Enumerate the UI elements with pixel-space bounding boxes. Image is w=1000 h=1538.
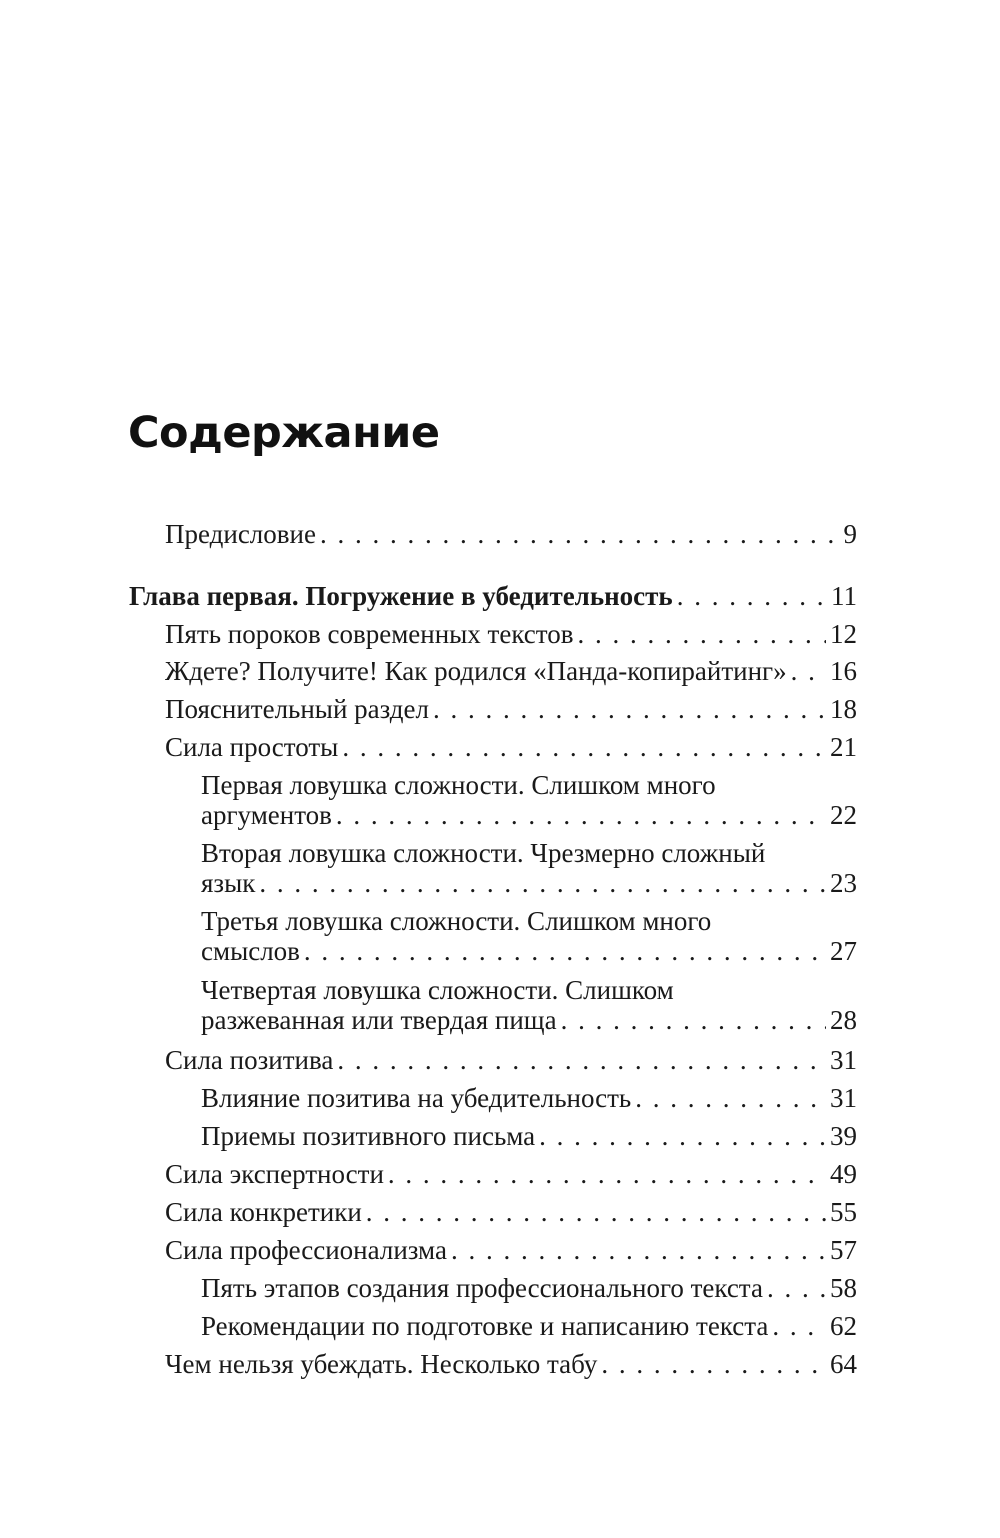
toc-entry[interactable] [165,618,857,650]
toc-entry-title-line1: Первая ловушка сложности. Слишком много [201,770,716,800]
toc-entry-page: 31 [830,1045,857,1075]
toc-entry-title: Приемы позитивного письма [201,1121,536,1151]
toc-entry-page: 55 [830,1197,857,1227]
toc-entry-page: 16 [830,656,857,686]
dot-leader [539,1120,826,1152]
dot-leader [336,799,826,831]
toc-entry-title: разжеванная или твердая пища [201,1005,557,1035]
dot-leader [561,1004,826,1036]
toc-entry-title: аргументов [201,800,332,830]
toc-entry-page: 57 [830,1235,857,1265]
toc-entry-title-line1: Вторая ловушка сложности. Чрезмерно сложный [201,838,766,868]
toc-entry-title: Пояснительный раздел [165,694,430,724]
dot-leader [337,1044,826,1076]
toc-entry-title: Сила позитива [165,1045,334,1075]
toc-entry-page: 58 [830,1273,857,1303]
toc-entry-preface[interactable] [165,518,857,550]
toc-entry[interactable] [165,1196,857,1228]
dot-leader [304,935,826,967]
toc-entry-page: 28 [830,1005,857,1035]
toc-entry-title: Ждете? Получите! Как родился «Панда-копирайтинг» [165,656,787,686]
toc-entry-page: 27 [830,936,857,966]
page-title: Содержание [128,408,440,458]
toc-entry-page: 62 [830,1311,857,1341]
dot-leader [366,1196,826,1228]
toc-entry-title-line1: Третья ловушка сложности. Слишком много [201,906,712,936]
toc-entry[interactable] [165,1348,857,1380]
toc-entry-title: Сила простоты [165,732,339,762]
toc-entry-page: 22 [830,800,857,830]
toc-entry-page: 64 [830,1349,857,1379]
dot-leader [791,655,826,687]
toc-entry[interactable] [165,1158,857,1190]
dot-leader [601,1348,826,1380]
toc-entry-title: Рекомендации по подготовке и написанию текста [201,1311,769,1341]
dot-leader [433,693,826,725]
toc-entry[interactable] [165,1234,857,1266]
toc-entry[interactable] [201,837,857,899]
toc-entry[interactable] [165,731,857,763]
toc-entry-title: Пять пороков современных текстов [165,619,574,649]
toc-entry-page: 49 [830,1159,857,1189]
toc-entry[interactable] [201,769,857,831]
dot-leader [451,1234,826,1266]
toc-entry[interactable] [165,655,857,687]
dot-leader [320,518,840,550]
toc-entry-page: 11 [831,581,857,611]
toc-entry[interactable] [201,1272,857,1304]
toc-entry-title: Чем нельзя убеждать. Несколько табу [165,1349,598,1379]
dot-leader [635,1082,826,1114]
dot-leader [772,1310,826,1342]
toc-entry-page: 21 [830,732,857,762]
toc-entry-page: 12 [830,619,857,649]
dot-leader [577,618,826,650]
toc-entry-title: язык [201,868,256,898]
toc-entry-title: Сила конкретики [165,1197,362,1227]
dot-leader [677,580,827,612]
toc-entry-title: Сила экспертности [165,1159,384,1189]
dot-leader [388,1158,826,1190]
toc-entry-page: 39 [830,1121,857,1151]
toc-entry[interactable] [201,974,857,1036]
toc-entry-page: 23 [830,868,857,898]
toc-entry-page: 31 [830,1083,857,1113]
toc-entry-title: смыслов [201,936,300,966]
dot-leader [259,867,826,899]
dot-leader [342,731,826,763]
toc-entry[interactable] [201,1082,857,1114]
toc-entry-title: Влияние позитива на убедительность [201,1083,632,1113]
toc-entry-chapter-1[interactable] [129,580,857,612]
toc-entry-title: Пять этапов создания профессионального текста [201,1273,763,1303]
toc-entry[interactable] [201,905,857,967]
toc-entry[interactable] [201,1120,857,1152]
toc-entry[interactable] [165,1044,857,1076]
toc-entry-title: Сила профессионализма [165,1235,447,1265]
dot-leader [767,1272,826,1304]
toc-entry-title: Предисловие [165,519,316,549]
toc-entry-title-line1: Четвертая ловушка сложности. Слишком [201,975,674,1005]
toc-entry-title: Глава первая. Погружение в убедительность [129,581,673,611]
toc-entry-page: 18 [830,694,857,724]
toc-entry[interactable] [165,693,857,725]
toc-entry-page: 9 [843,519,857,549]
toc-entry[interactable] [201,1310,857,1342]
